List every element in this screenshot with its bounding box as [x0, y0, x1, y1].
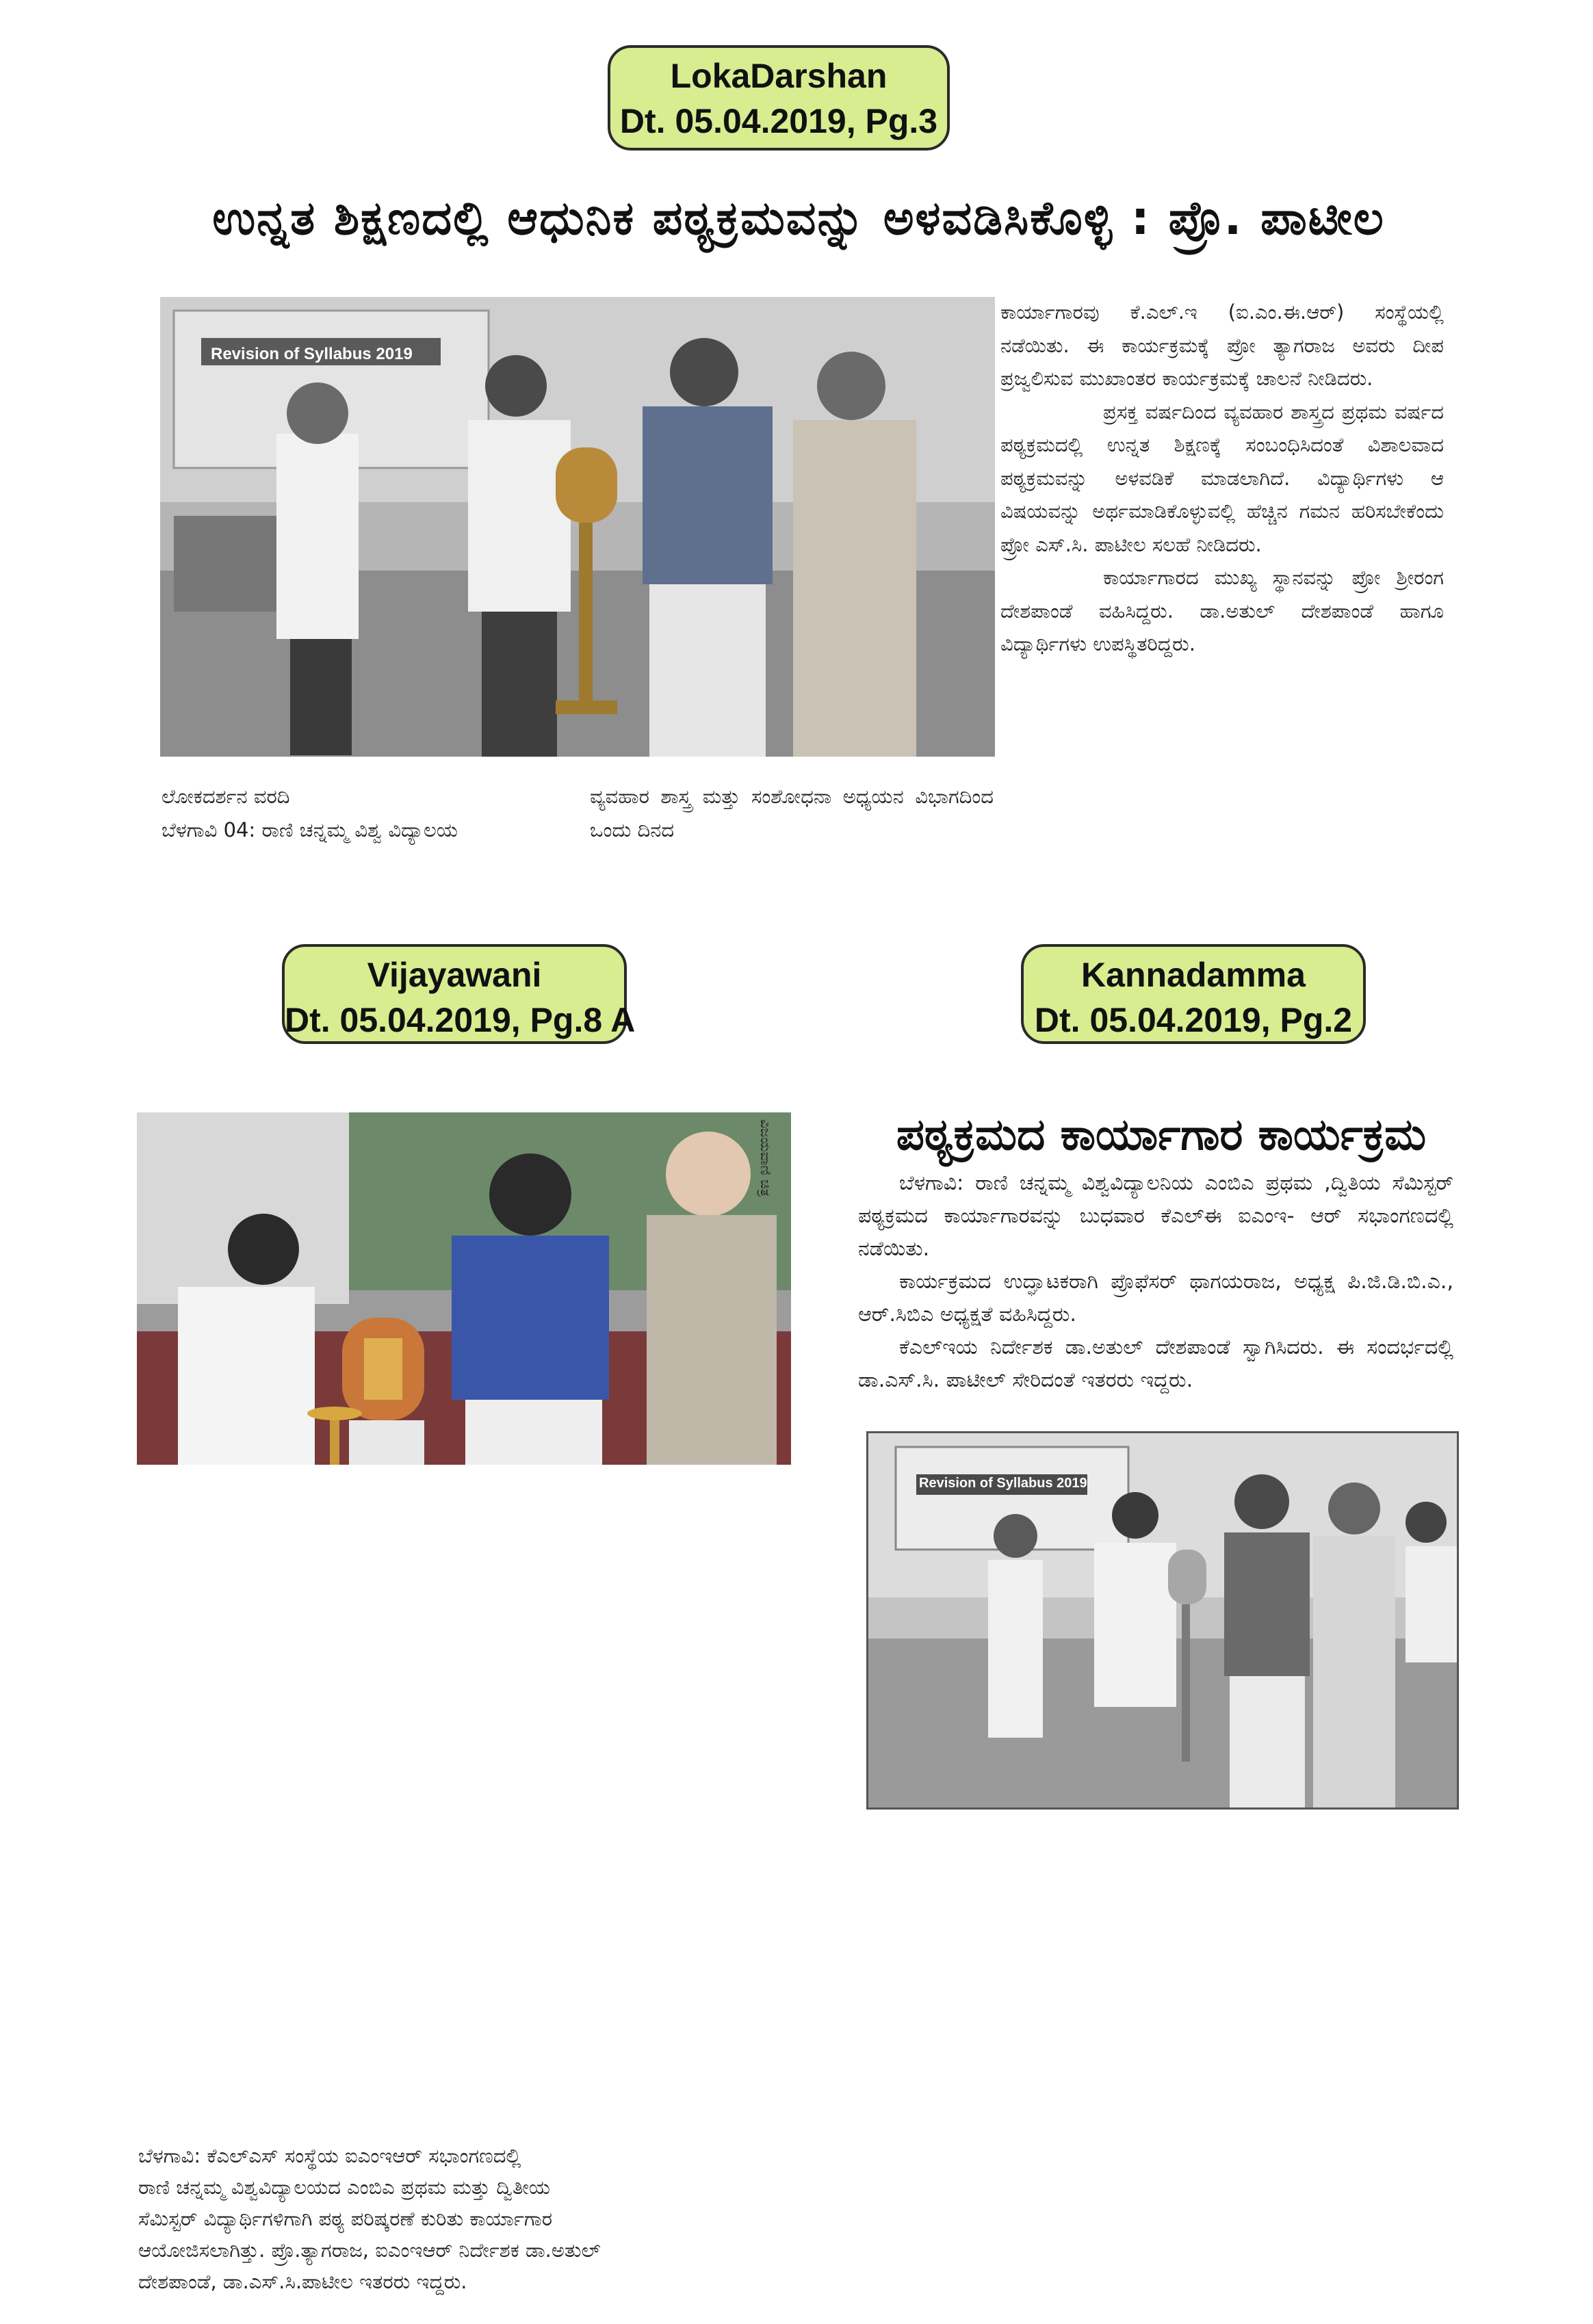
kannadamma-paper-name: Kannadamma [1081, 956, 1306, 994]
kannadamma-paragraph-3: ಕೆಎಲ್ಇಯ ನಿರ್ದೇಶಕ ಡಾ.ಅತುಲ್ ದೇಶಪಾಂಡೆ ಸ್ವಾಗಿಸಿದರು. ಈ ಸಂದರ್ಭದಲ್ಲಿ ಡಾ.ಎಸ್.ಸಿ. ಪಾಟೀಲ್ ಸೇರಿದಂತೆ ಇತರರು ಇದ್ದರು. [858, 1335, 1453, 1392]
vijayawani-caption-line-1: ಬೆಳಗಾವಿ: ಕೆಎಲ್‌ಎಸ್ ಸಂಸ್ಥೆಯ ಐಎಂಇಆರ್ ಸಭಾಂಗಣದಲ್ಲಿ [138, 2144, 521, 2167]
vijayawani-paper-name: Vijayawani [367, 956, 542, 994]
kannadamma-label [1021, 944, 1366, 1044]
lokadarshan-headline: ಉನ್ನತ ಶಿಕ್ಷಣದಲ್ಲಿ ಆಧುನಿಕ ಪಠ್ಯಕ್ರಮವನ್ನು ಅಳವಡಿಸಿಕೊಳ್ಳಿ : ಪ್ರೊ. ಪಾಟೀಲ [212, 192, 1385, 246]
vijayawani-caption-line-4: ಆಯೋಜಿಸಲಾಗಿತ್ತು. ಪ್ರೊ.ತ್ಯಾಗರಾಜ, ಐಎಂಇಆರ್ ನಿರ್ದೇಶಕ ಡಾ.ಅತುಲ್ [138, 2238, 601, 2262]
lokadarshan-photo-scene [160, 297, 995, 757]
vijayawani-date: Dt. 05.04.2019, Pg.8 A [285, 1001, 636, 1039]
vijayawani-caption [138, 2140, 781, 2297]
vijayawani-caption-line-2: ರಾಣಿ ಚನ್ನಮ್ಮ ವಿಶ್ವವಿದ್ಯಾಲಯದ ಎಂಬಿಎ ಪ್ರಥಮ ಮತ್ತು ದ್ವಿತೀಯ [138, 2176, 550, 2199]
lokadarshan-paragraph-1: ಕಾರ್ಯಾಗಾರವು ಕೆ.ಎಲ್.ಇ (ಐ.ಎಂ.ಈ.ಆರ್) ಸಂಸ್ಥೆಯಲ್ಲಿ ನಡೆಯಿತು. ಈ ಕಾರ್ಯಕ್ರಮಕ್ಕೆ ಪ್ರೋ ತ್ಯಾಗರಾಜ ಅವರು ದೀಪ ಪ್ರಜ್ವಲಿಸುವ ಮುಖಾಂತರ ಕಾರ್ಯಕ್ರಮಕ್ಕೆ ಚಾಲನೆ ನೀಡಿದರು. [1000, 300, 1444, 390]
lokadarshan-col2-text: ವ್ಯವಹಾರ ಶಾಸ್ತ್ರ ಮತ್ತು ಸಂಶೋಧನಾ ಅಧ್ಯಯನ ವಿಭಾಗದಿಂದ ಒಂದು ದಿನದ [590, 785, 994, 841]
lokadarshan-col-1 [161, 780, 572, 846]
lokadarshan-right-column [1000, 296, 1444, 661]
kannadamma-paragraph-1: ಬೆಳಗಾವಿ: ರಾಣಿ ಚನ್ನಮ್ಮ ವಿಶ್ವವಿದ್ಯಾಲನಿಯ ಎಂಬಿಎ ಪ್ರಥಮ ,ದ್ವಿತಿಯ ಸೆಮಿಸ್ಟರ್ ಪಠ್ಯಕ್ರಮದ ಕಾರ್ಯಾಗಾರವನ್ನು ಬುಧವಾರ ಕೆಎಲ್ಈ ಐಎಂಇ- ಆರ್ ಸಭಾಂಗಣದಲ್ಲಿ ನಡೆಯಿತು. [858, 1171, 1453, 1261]
kannadamma-headline: ಪಠ್ಯಕ್ರಮದ ಕಾರ್ಯಾಗಾರ ಕಾರ್ಯಕ್ರಮ [896, 1110, 1427, 1160]
kannadamma-date: Dt. 05.04.2019, Pg.2 [1034, 1001, 1353, 1039]
vijayawani-caption-line-3: ಸೆಮಿಸ್ಟರ್ ವಿದ್ಯಾರ್ಥಿಗಳಿಗಾಗಿ ಪಠ್ಯ ಪರಿಷ್ಕರಣೆ ಕುರಿತು ಕಾರ್ಯಾಗಾರ [138, 2207, 553, 2230]
lokadarshan-dateline: ಬೆಳಗಾವಿ 04: ರಾಣಿ ಚನ್ನಮ್ಮ ವಿಶ್ವ ವಿದ್ಯಾಲಯ [161, 818, 458, 841]
lokadarshan-paper-name: LokaDarshan [670, 57, 888, 95]
vijayawani-photo-scene [137, 1112, 791, 1465]
lokadarshan-paragraph-3: ಕಾರ್ಯಾಗಾರದ ಮುಖ್ಯ ಸ್ಥಾನವನ್ನು ಪ್ರೋ ಶ್ರೀರಂಗ ದೇಶಪಾಂಡೆ ವಹಿಸಿದ್ದರು. ಡಾ.ಅತುಲ್ ದೇಶಪಾಂಡೆ ಹಾಗೂ ವಿದ್ಯಾರ್ಥಿಗಳು ಉಪಸ್ಥಿತರಿದ್ದರು. [1000, 566, 1444, 655]
vijayawani-photo [137, 1112, 791, 1465]
kannadamma-paragraph-2: ಕಾರ್ಯಕ್ರಮದ ಉದ್ಘಾಟಕರಾಗಿ ಪ್ರೊಫೆಸರ್ ಥಾಗಯರಾಜ, ಅಧ್ಯಕ್ಷ ಪಿ.ಜಿ.ಡಿ.ಬಿ.ಎ., ಆರ್.ಸಿಬಿಎ ಅಧ್ಯಕ್ಷತೆ ವಹಿಸಿದ್ದರು. [858, 1270, 1453, 1327]
vijayawani-photo-credit: ವಿಜಯವಾಣಿ ಚಿತ್ರ [757, 1119, 774, 1197]
lokadarshan-photo-banner: Revision of Syllabus 2019 [211, 345, 413, 363]
vijayawani-caption-line-5: ದೇಶಪಾಂಡೆ, ಡಾ.ಎಸ್.ಸಿ.ಪಾಟೀಲ ಇತರರು ಇದ್ದರು. [138, 2270, 467, 2293]
lokadarshan-paragraph-2: ಪ್ರಸಕ್ತ ವರ್ಷದಿಂದ ವ್ಯವಹಾರ ಶಾಸ್ತ್ರದ ಪ್ರಥಮ ವರ್ಷದ ಪಠ್ಯಕ್ರಮದಲ್ಲಿ ಉನ್ನತ ಶಿಕ್ಷಣಕ್ಕೆ ಸಂಬಂಧಿಸಿದಂತೆ ವಿಶಾಲವಾದ ಪಠ್ಯಕ್ರಮವನ್ನು ಅಳವಡಿಕೆ ಮಾಡಲಾಗಿದೆ. ವಿದ್ಯಾರ್ಥಿಗಳು ಆ ವಿಷಯವನ್ನು ಅರ್ಥಮಾಡಿಕೊಳ್ಳುವಲ್ಲಿ ಹೆಚ್ಚಿನ ಗಮನ ಹರಿಸಬೇಕೆಂದು ಪ್ರೋ ಎಸ್.ಸಿ. ಪಾಟೀಲ ಸಲಹೆ ನೀಡಿದರು. [1000, 400, 1444, 556]
kannadamma-photo-banner: Revision of Syllabus 2019 [919, 1476, 1087, 1491]
kannadamma-body [858, 1167, 1453, 1397]
lokadarshan-photo [160, 297, 995, 757]
lokadarshan-col-2 [590, 780, 994, 846]
lokadarshan-label [608, 45, 950, 151]
lokadarshan-date: Dt. 05.04.2019, Pg.3 [619, 102, 938, 140]
vijayawani-label [282, 944, 636, 1044]
kannadamma-photo [866, 1431, 1459, 1810]
lokadarshan-byline: ಲೋಕದರ್ಶನ ವರದಿ [161, 785, 290, 808]
